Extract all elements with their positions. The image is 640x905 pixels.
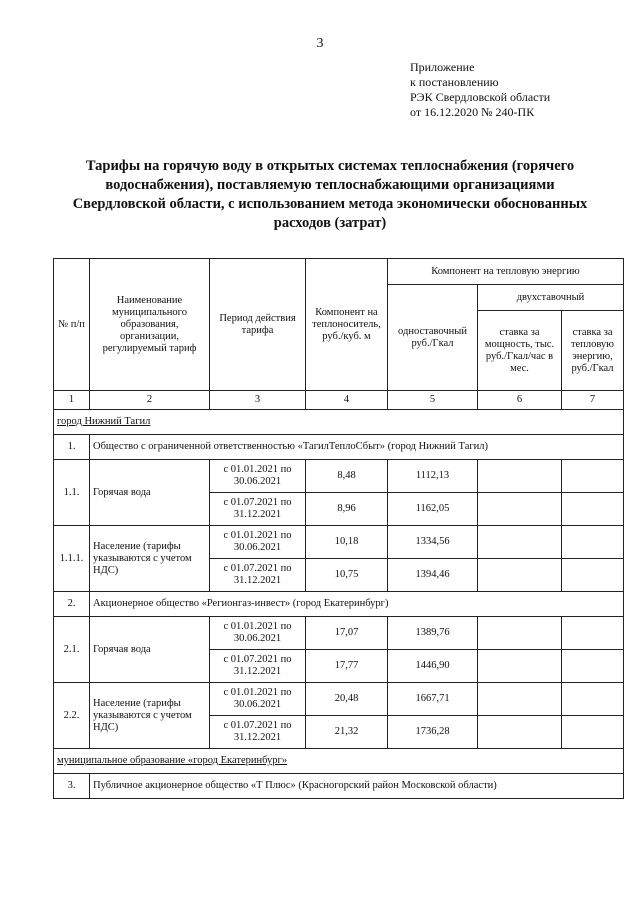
appendix-line: от 16.12.2020 № 240-ПК [410, 105, 535, 119]
one-rate-value: 1389,76 [388, 617, 478, 650]
tariff-period: с 01.01.2021 по 30.06.2021 [210, 526, 306, 559]
heat-carrier-value: 21,32 [306, 716, 388, 749]
capacity-rate-value [478, 493, 562, 526]
energy-rate-value [562, 559, 624, 592]
heat-carrier-value: 10,18 [306, 526, 388, 559]
table-row [54, 526, 624, 559]
header-num: № п/п [54, 259, 90, 391]
energy-rate-value [562, 460, 624, 493]
column-number: 5 [388, 391, 478, 410]
one-rate-value: 1334,56 [388, 526, 478, 559]
table-row [54, 683, 624, 716]
section-row [54, 749, 624, 774]
tariff-period: с 01.07.2021 по 31.12.2021 [210, 716, 306, 749]
row-number: 2.2. [54, 683, 90, 749]
organization-row [54, 435, 624, 460]
energy-rate-value [562, 617, 624, 650]
header-two-rate: двухставочный [478, 285, 624, 311]
tariff-period: с 01.01.2021 по 30.06.2021 [210, 460, 306, 493]
header-period: Период действия тарифа [210, 259, 306, 391]
org-number: 3. [54, 774, 90, 799]
table-row [54, 617, 624, 650]
org-number: 1. [54, 435, 90, 460]
header-capacity-rate: ставка за мощность, тыс. руб./Гкал/час в мес. [478, 311, 562, 391]
row-number: 1.1. [54, 460, 90, 526]
org-name: Акционерное общество «Регионгаз-инвест» (город Екатеринбург) [90, 592, 624, 617]
energy-rate-value [562, 526, 624, 559]
header-heat-carrier: Компонент на теплоноситель, руб./куб. м [306, 259, 388, 391]
row-number: 1.1.1. [54, 526, 90, 592]
energy-rate-value [562, 650, 624, 683]
one-rate-value: 1736,28 [388, 716, 478, 749]
tariff-period: с 01.07.2021 по 31.12.2021 [210, 493, 306, 526]
appendix-line: Приложение [410, 60, 475, 74]
tariff-name: Горячая вода [90, 460, 210, 526]
section-row [54, 410, 624, 435]
organization-row [54, 592, 624, 617]
one-rate-value: 1112,13 [388, 460, 478, 493]
heat-carrier-value: 8,48 [306, 460, 388, 493]
column-number: 2 [90, 391, 210, 410]
document-title: Тарифы на горячую воду в открытых системах теплоснабжения (горячего водоснабжения), поставляемую теплоснабжающими организациями Свердловской области, с использованием метода экономически обоснованных расходов (затрат) [72, 158, 588, 231]
heat-carrier-value: 17,07 [306, 617, 388, 650]
capacity-rate-value [478, 559, 562, 592]
column-number: 3 [210, 391, 306, 410]
capacity-rate-value [478, 683, 562, 716]
column-numbers-row [54, 391, 624, 410]
header-name: Наименование муниципального образования, организации, регулируемый тариф [90, 259, 210, 391]
heat-carrier-value: 8,96 [306, 493, 388, 526]
capacity-rate-value [478, 460, 562, 493]
tariff-period: с 01.01.2021 по 30.06.2021 [210, 617, 306, 650]
org-name: Публичное акционерное общество «Т Плюс» (Красногорский район Московской области) [90, 774, 624, 799]
org-name: Общество с ограниченной ответственностью «ТагилТеплоСбыт» (город Нижний Тагил) [90, 435, 624, 460]
tariff-period: с 01.07.2021 по 31.12.2021 [210, 559, 306, 592]
appendix-line: РЭК Свердловской области [410, 90, 551, 104]
one-rate-value: 1162,05 [388, 493, 478, 526]
header-energy-rate: ставка за тепловую энергию, руб./Гкал [562, 311, 624, 391]
appendix-line: к постановлению [410, 75, 499, 89]
heat-carrier-value: 10,75 [306, 559, 388, 592]
tariff-period: с 01.07.2021 по 31.12.2021 [210, 650, 306, 683]
tariff-name: Население (тарифы указываются с учетом НДС) [90, 683, 210, 749]
tariff-name: Население (тарифы указываются с учетом НДС) [90, 526, 210, 592]
heat-carrier-value: 20,48 [306, 683, 388, 716]
column-number: 4 [306, 391, 388, 410]
column-number: 1 [54, 391, 90, 410]
header-heat-energy: Компонент на тепловую энергию [388, 259, 624, 285]
energy-rate-value [562, 493, 624, 526]
appendix-note [410, 60, 550, 120]
section-title: город Нижний Тагил [54, 410, 624, 435]
page-number: 3 [316, 36, 324, 51]
row-number: 2.1. [54, 617, 90, 683]
capacity-rate-value [478, 650, 562, 683]
one-rate-value: 1667,71 [388, 683, 478, 716]
energy-rate-value [562, 683, 624, 716]
org-number: 2. [54, 592, 90, 617]
capacity-rate-value [478, 526, 562, 559]
column-number: 7 [562, 391, 624, 410]
capacity-rate-value [478, 716, 562, 749]
header-one-rate: одноставочный руб./Гкал [388, 285, 478, 391]
tariffs-table [53, 258, 624, 799]
column-number: 6 [478, 391, 562, 410]
one-rate-value: 1446,90 [388, 650, 478, 683]
heat-carrier-value: 17,77 [306, 650, 388, 683]
tariff-period: с 01.01.2021 по 30.06.2021 [210, 683, 306, 716]
energy-rate-value [562, 716, 624, 749]
capacity-rate-value [478, 617, 562, 650]
section-title: муниципальное образование «город Екатеринбург» [54, 749, 624, 774]
one-rate-value: 1394,46 [388, 559, 478, 592]
table-row [54, 460, 624, 493]
tariff-name: Горячая вода [90, 617, 210, 683]
organization-row [54, 774, 624, 799]
